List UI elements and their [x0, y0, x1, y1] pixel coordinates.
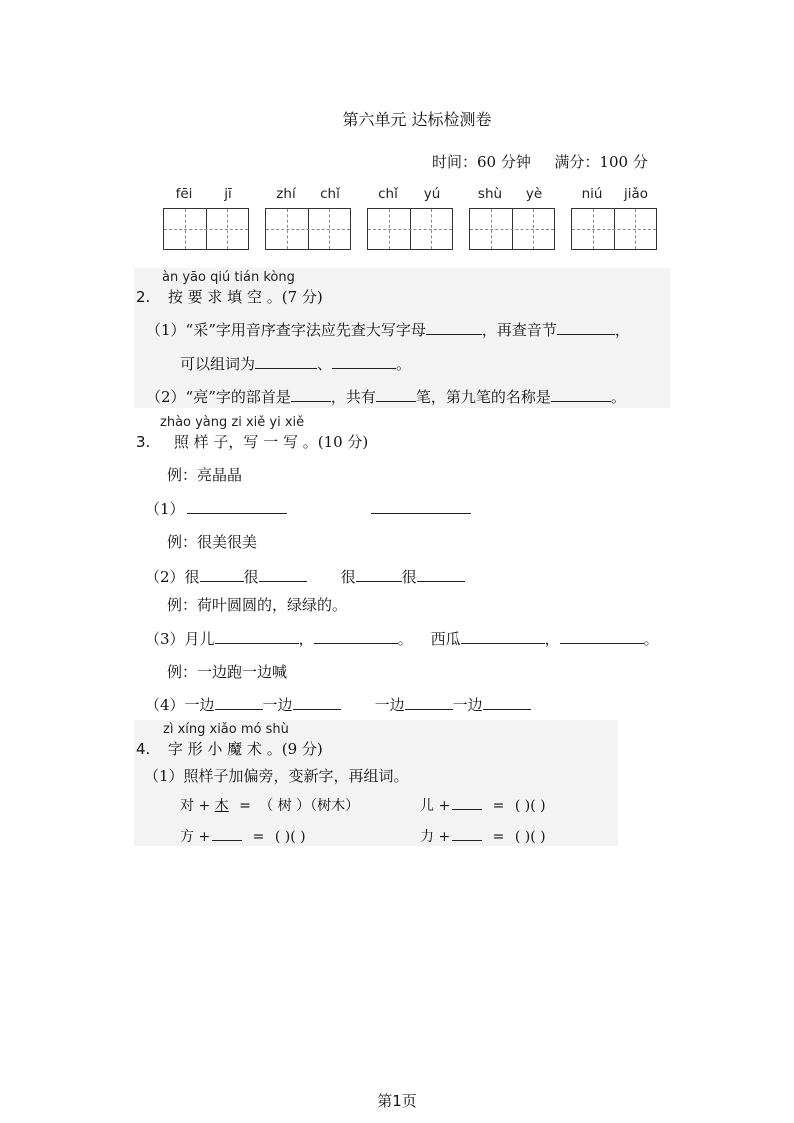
blank-line[interactable] [483, 695, 531, 710]
question-number: 3. [136, 433, 151, 451]
q3-item-2 [145, 566, 465, 587]
item-text: ， [614, 321, 630, 339]
pinyin-word-3 [367, 186, 453, 206]
item-text: 。 [397, 630, 413, 648]
item-text: （2）很 [145, 568, 200, 586]
q2-pinyin: àn yāo qiú tián kòng [162, 270, 295, 285]
item-text: 一边 [262, 696, 293, 714]
item-text: ， [298, 630, 314, 648]
blank-line[interactable] [187, 499, 287, 514]
item-text: 一边 [452, 696, 483, 714]
page-title: 第六单元 达标检测卷 [342, 110, 492, 129]
q3-pinyin: zhào yàng zi xiě yi xiě [160, 415, 305, 430]
pinyin-syllable: chǐ [320, 186, 340, 202]
question-2-heading [136, 286, 323, 307]
q3-item-4 [145, 694, 531, 715]
question-title: 按 要 求 填 空 。(7 分) [167, 288, 323, 306]
item-text: （ 树 ）（树木） [259, 798, 360, 814]
answer-parens: ( )( ) [514, 829, 546, 845]
q4-row-1a [180, 795, 359, 815]
pinyin-word-2 [265, 186, 351, 206]
q2-item-2 [146, 386, 626, 407]
blank-line[interactable] [332, 354, 396, 369]
blank-line[interactable] [215, 695, 263, 710]
answer-parens: ( )( ) [514, 798, 546, 814]
blank-line[interactable] [452, 826, 482, 841]
item-text: = [492, 829, 505, 845]
blank-line[interactable] [557, 320, 615, 335]
q4-row-2a [180, 826, 306, 846]
question-3-heading [136, 431, 368, 452]
item-text: （1） [145, 500, 185, 518]
blank-line[interactable] [314, 629, 398, 644]
time-label: 时间：60 分钟 [432, 153, 531, 171]
item-text: 儿 + [420, 798, 451, 814]
writing-grid[interactable] [265, 208, 351, 250]
q4-row-2b [420, 826, 546, 846]
pinyin-word-1 [163, 186, 249, 206]
question-title: 字 形 小 魔 术 。(9 分) [167, 740, 323, 758]
item-text: 。 [643, 630, 659, 648]
item-text: 西瓜 [430, 630, 461, 648]
q2-item-1-cont [180, 353, 411, 374]
item-text: 、 [317, 355, 333, 373]
q3-example-3: 例：荷叶圆圆的，绿绿的。 [167, 596, 348, 614]
blank-line[interactable] [215, 629, 299, 644]
item-text: （3）月儿 [145, 630, 215, 648]
answer-parens: ( )( ) [274, 829, 306, 845]
q4-sub-1: （1）照样子加偏旁，变新字，再组词。 [144, 767, 409, 785]
item-text: = [492, 798, 505, 814]
pinyin-syllable: jiǎo [623, 186, 649, 202]
item-text: 。 [610, 388, 626, 406]
writing-grid[interactable] [367, 208, 453, 250]
page-number: 第1页 [377, 1092, 417, 1110]
blank-line[interactable] [426, 320, 482, 335]
blank-line[interactable] [293, 695, 341, 710]
q3-example-4: 例：一边跑一边喊 [167, 663, 288, 681]
item-text: 方 + [180, 829, 211, 845]
q4-row-1b [420, 795, 546, 815]
blank-line[interactable] [356, 567, 402, 582]
pinyin-word-4 [469, 186, 555, 206]
question-title: 照 样 子，写 一 写 。(10 分) [173, 433, 369, 451]
item-text: （2）“亮”字的部首是 [146, 388, 291, 406]
exam-meta [432, 151, 648, 172]
item-text: ，共有 [330, 388, 376, 406]
blank-line[interactable] [291, 387, 331, 402]
writing-grid[interactable] [163, 208, 249, 250]
item-text: = [252, 829, 265, 845]
item-text: （4）一边 [145, 696, 215, 714]
item-text: 。 [396, 355, 412, 373]
writing-grid[interactable] [571, 208, 657, 250]
blank-line[interactable] [551, 387, 611, 402]
pinyin-syllable: niú [581, 186, 603, 202]
item-text: 对 + [180, 798, 211, 814]
blank-line[interactable] [461, 629, 545, 644]
item-text: 笔，第九笔的名称是 [415, 388, 551, 406]
radical-example: 木 [214, 798, 229, 814]
item-text: 力 + [420, 829, 451, 845]
q3-example-1: 例：亮晶晶 [167, 466, 243, 484]
score-label: 满分：100 分 [554, 153, 648, 171]
item-text: 很 [401, 568, 417, 586]
blank-line[interactable] [452, 795, 482, 810]
q3-example-2: 例：很美很美 [167, 533, 258, 551]
pinyin-syllable: zhí [276, 186, 296, 202]
item-text: 可以组词为 [180, 355, 256, 373]
q3-item-1 [145, 498, 471, 519]
blank-line[interactable] [376, 387, 416, 402]
blank-line[interactable] [417, 567, 465, 582]
q3-item-3 [145, 628, 659, 649]
item-text: 很 [340, 568, 356, 586]
question-number: 2. [136, 288, 151, 306]
item-text: 一边 [374, 696, 405, 714]
pinyin-syllable: shù [477, 186, 503, 202]
blank-line[interactable] [259, 567, 307, 582]
pinyin-syllable: yú [423, 186, 441, 202]
blank-line[interactable] [405, 695, 453, 710]
pinyin-syllable: jī [224, 186, 232, 202]
item-text: 很 [243, 568, 259, 586]
pinyin-syllable: chǐ [378, 186, 398, 202]
pinyin-word-5 [571, 186, 657, 206]
writing-grid[interactable] [469, 208, 555, 250]
blank-line[interactable] [560, 629, 644, 644]
item-text: = [239, 798, 251, 814]
item-text: ，再查音节 [481, 321, 557, 339]
blank-line[interactable] [212, 826, 242, 841]
item-text: ， [544, 630, 560, 648]
q2-item-1 [146, 319, 630, 340]
question-number: 4. [136, 740, 151, 758]
item-text: （1）“采”字用音序查字法应先查大写字母 [146, 321, 426, 339]
blank-line[interactable] [255, 354, 317, 369]
pinyin-syllable: fēi [175, 186, 193, 202]
blank-line[interactable] [371, 499, 471, 514]
question-4-heading [136, 738, 323, 759]
q4-pinyin: zì xíng xiǎo mó shù [163, 722, 289, 737]
blank-line[interactable] [200, 567, 244, 582]
pinyin-syllable: yè [525, 186, 543, 202]
